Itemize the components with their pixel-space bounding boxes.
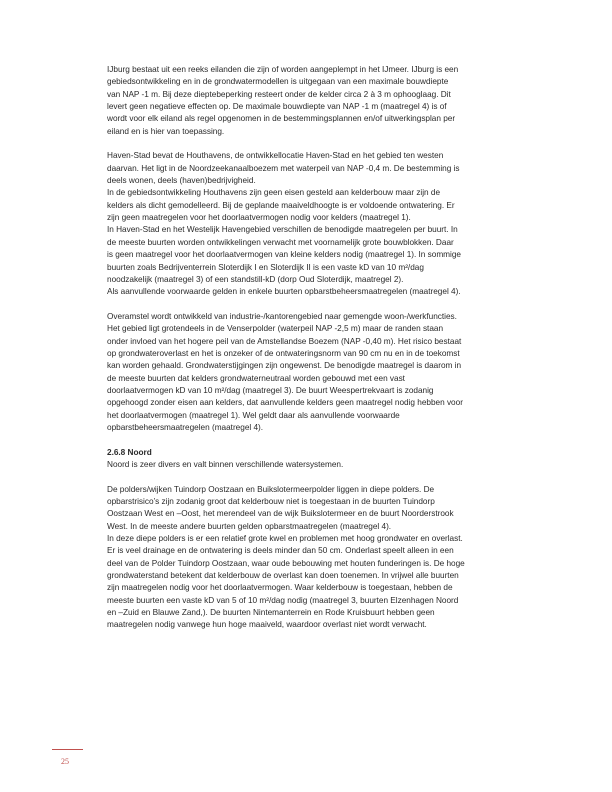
text-line: buurten zoals Bedrijventerrein Sloterdijk I en Sloterdijk II is een vaste kD van 10 m²/dag	[107, 262, 424, 272]
text-line: en –Zuid en Blauwe Zand,). De buurten Nintemanterrein en Rode Kruisbuurt hebben geen	[107, 608, 435, 618]
text-line: grondwaterstand betekent dat kelderbouw de overlast kan doen toenemen. In vrijwel alle buurten	[107, 571, 459, 581]
paragraph-haven-stad	[107, 150, 515, 298]
footer-divider	[52, 749, 83, 750]
text-line: op grondwateroverlast en het is onzeker of de ontwateringsnorm van 90 cm nu en in de toekomst	[107, 348, 460, 358]
text-line: zijn maatregelen nodig voor het doorlaatvermogen. Waar kelderbouw is toegestaan, hebben de	[107, 583, 453, 593]
text-line: eiland en is hier van toepassing.	[107, 126, 225, 136]
text-line: In Haven-Stad en het Westelijk Havengebied verschillen de benodigde maatregelen per buurt. In	[107, 225, 458, 235]
text-line: West. In de meeste andere buurten gelden opbarstmaatregelen (maatregel 4).	[107, 521, 392, 531]
text-line: daarvan. Het ligt in de Noordzeekanaalboezem met waterpeil van NAP -0,4 m. De bestemming is	[107, 163, 460, 173]
text-line: wordt voor elk eiland als regel opgenomen in de bestemmingsplannen en/of uitwerkingsplan per	[107, 114, 456, 124]
body-text	[107, 64, 515, 632]
text-line: Het gebied ligt grotendeels in de Venserpolder (waterpeil NAP -2,5 m) maar de randen staan	[107, 324, 444, 334]
text-line: Er is veel drainage en de ontwatering is deels minder dan 50 cm. Onderlast speelt alleen in een	[107, 546, 454, 556]
text-line: de meeste buurten worden ontwikkelingen verwacht met voornamelijk grote bouwblokken. Daar	[107, 237, 454, 247]
text-line: de meeste buurten dat kelders grondwaterneutraal worden gebouwd met een vast	[107, 373, 405, 383]
text-line: meeste buurten een vaste kD van 5 of 10 m²/dag nodig (maatregel 3, buurten Elzenhagen Noord	[107, 595, 459, 605]
paragraph-overamstel	[107, 311, 515, 434]
text-line: noodzakelijk (maatregel 3) of een standstill-kD (dorp Oud Sloterdijk, maatregel 2).	[107, 274, 404, 284]
text-line: deels wonen, deels (haven)bedrijvigheid.	[107, 176, 256, 186]
text-line: kan worden gehaald. Grondwaterstijgingen zijn ongewenst. De benodigde maatregel is daarom in	[107, 361, 462, 371]
section-noord	[107, 447, 515, 472]
text-line: In de gebiedsontwikkeling Houthavens zijn geen eisen gesteld aan kelderbouw maar zijn de	[107, 188, 441, 198]
text-line: zijn geen maatregelen voor het doorlaatvermogen nodig voor kelders (maatregel 1).	[107, 213, 411, 223]
section-heading: 2.6.8 Noord	[107, 447, 152, 457]
text-line: De polders/wijken Tuindorp Oostzaan en Buikslotermeerpolder liggen in diepe polders. De	[107, 484, 435, 494]
page-number: 25	[61, 757, 69, 766]
text-line: van NAP -1 m. Bij deze dieptebeperking resteert onder de kelder circa 2 à 3 m ophooglaag. Dit	[107, 89, 451, 99]
text-line: gebiedsontwikkeling en in de grondwatermodellen is uitgegaan van een maximale bouwdiepte	[107, 77, 449, 87]
text-line: Oostzaan West en –Oost, het merendeel van de wijk Buikslotermeer en de buurt Noorderstrook	[107, 509, 454, 519]
paragraph-ijburg	[107, 64, 515, 138]
paragraph-noord-polders	[107, 484, 515, 632]
text-line: opbarstrisico’s zijn zodanig groot dat kelderbouw niet is toegestaan in de buurten Tuindorp	[107, 497, 435, 507]
text-line: kelders als dicht gemodelleerd. Bij de geplande maaiveldhoogte is er voldoende ontwatering. Er	[107, 200, 455, 210]
text-line: Als aanvullende voorwaarde gelden in enkele buurten opbarstbeheersmaatregelen (maatregel 4).	[107, 287, 461, 297]
text-line: opgehoogd zonder eisen aan kelders, dat aanvullende kelders geen maatregel nodig hebben voor	[107, 398, 463, 408]
text-line: maatregelen nodig vanwege hun hoge maaiveld, waardoor overlast niet wordt verwacht.	[107, 620, 427, 630]
section-intro: Noord is zeer divers en valt binnen verschillende watersystemen.	[107, 460, 344, 469]
text-line: levert geen negatieve effecten op. De maximale bouwdiepte van NAP -1 m (maatregel 4) is of	[107, 102, 447, 112]
text-line: het doorlaatvermogen (maatregel 1). Wel geldt daar als aanvullende voorwaarde	[107, 410, 400, 420]
text-line: opbarstbeheersmaatregelen (maatregel 4).	[107, 422, 264, 432]
text-line: Overamstel wordt ontwikkeld van industrie-/kantorengebied naar gemengde woon-/werkfuncties.	[107, 311, 457, 321]
text-line: deel van de Polder Tuindorp Oostzaan, waar oude bebouwing met houten funderingen is. De hoge	[107, 558, 465, 568]
text-line: Haven-Stad bevat de Houthavens, de ontwikkellocatie Haven-Stad en het gebied ten westen	[107, 151, 444, 161]
text-line: is geen maatregel voor het doorlaatvermogen van kleine kelders nodig (maatregel 1). In sommige	[107, 250, 461, 260]
text-line: IJburg bestaat uit een reeks eilanden die zijn of worden aangeplempt in het IJmeer. IJburg is een	[107, 65, 459, 74]
text-line: In deze diepe polders is er een relatief grote kwel en problemen met hoog grondwater en overlast.	[107, 534, 463, 544]
text-line: onder invloed van het hogere peil van de Amstellandse Boezem (NAP -0,40 m). Het risico bestaat	[107, 336, 462, 346]
text-line: doorlaatvermogen kD van 10 m²/dag (maatregel 3). De buurt Weespertrekvaart is zodanig	[107, 385, 434, 395]
